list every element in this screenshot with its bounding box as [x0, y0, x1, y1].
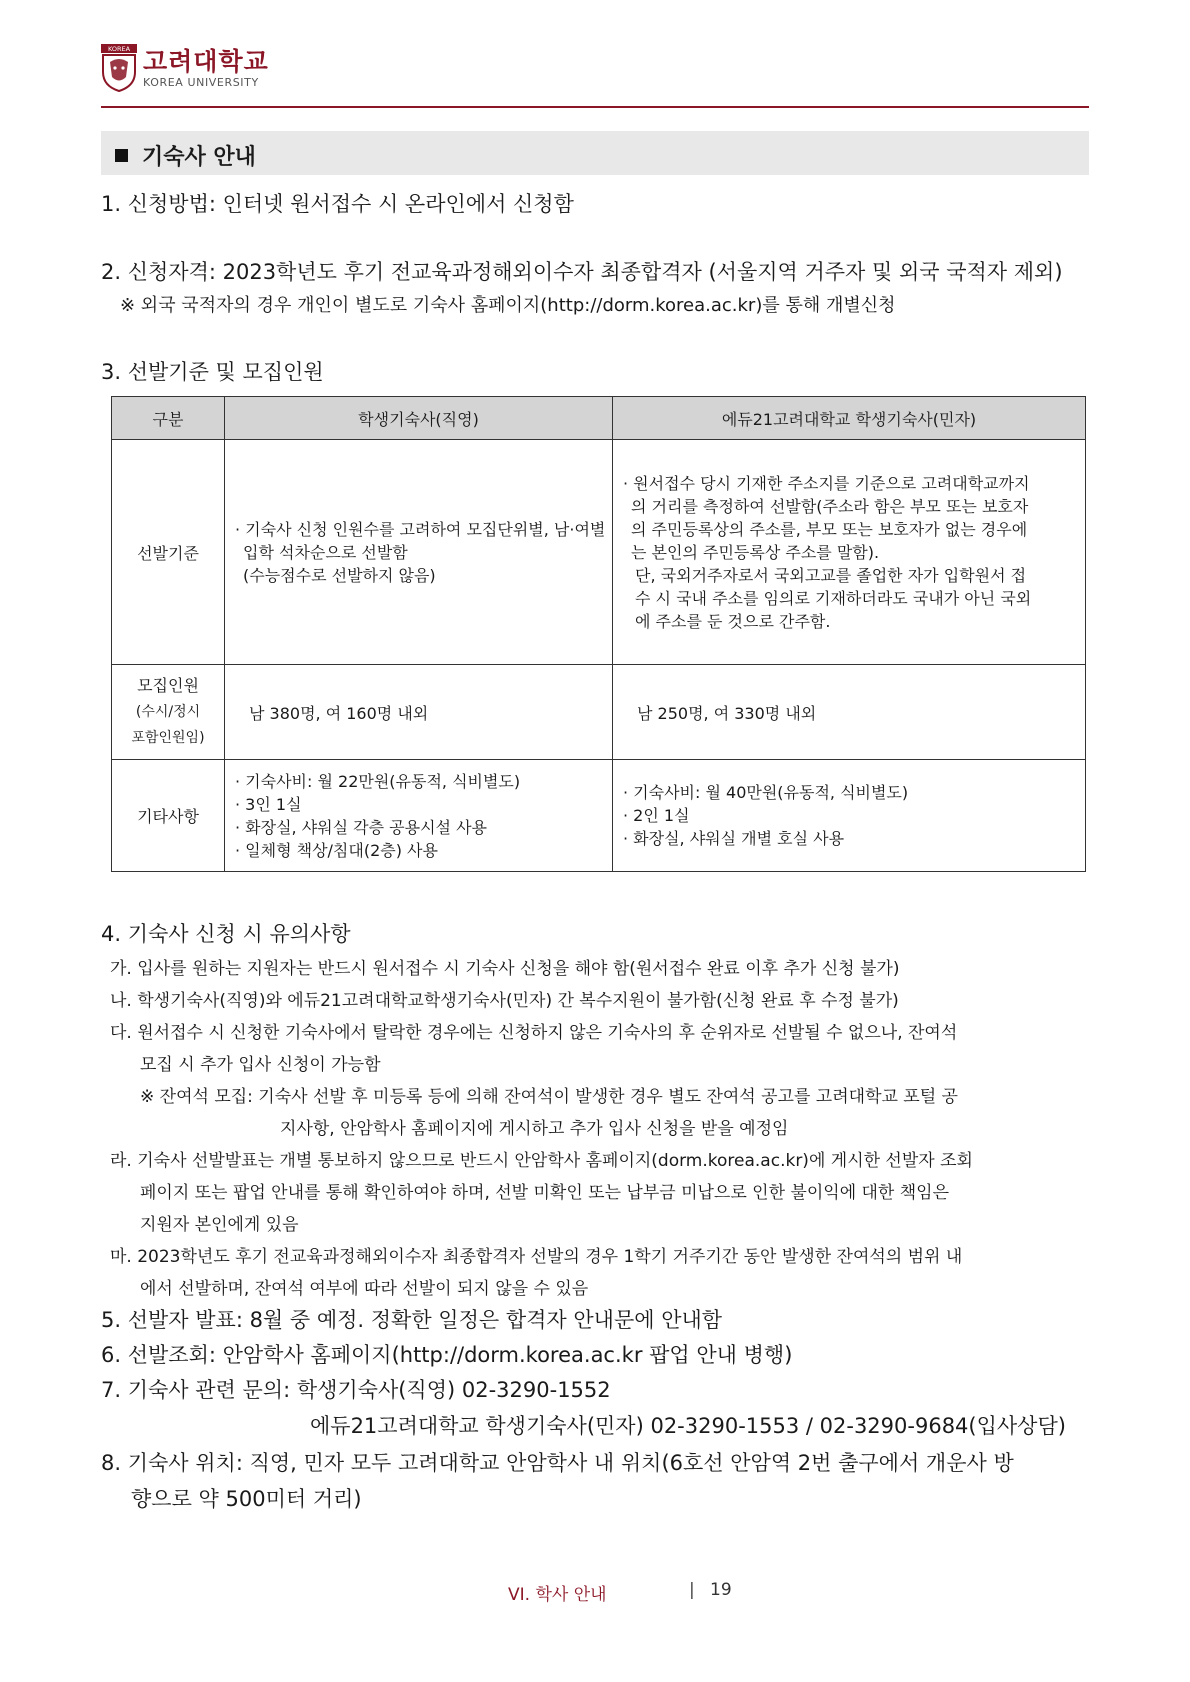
page-number: 19	[710, 1580, 732, 1600]
table-header-category: 구분	[112, 397, 225, 440]
table-header-direct-dorm: 학생기숙사(직영)	[225, 397, 613, 440]
criteria-private: · 원서접수 당시 기재한 주소지를 기준으로 고려대학교까지 의 거리를 측정하여 선발함(주소라 함은 부모 또는 보호자 의 주민등록상의 주소를, 부모 또는 보호자가 없는 경우에 는 본인의 주민등록상 주소를 말함). 단, 국외거주자로서 국외고교를 졸업한 자가 입학원서 접 수 시 국내 주소를 임의로 기재하더라도 국내가 아닌 국외 에 주소를 둔 것으로 간주함.	[613, 440, 1086, 665]
logo-english-name: KOREA UNIVERSITY	[143, 75, 259, 89]
section-title-bar	[101, 131, 1089, 175]
item-5-announcement: 5. 선발자 발표: 8월 중 예정. 정확한 일정은 합격자 안내문에 안내함	[101, 1308, 723, 1332]
footer-section-name: VI. 학사 안내	[508, 1585, 607, 1605]
item-2-note: ※ 외국 국적자의 경우 개인이 별도로 기숙사 홈페이지(http://dorm.korea.ac.kr)를 통해 개별신청	[120, 295, 896, 316]
etc-private: · 기숙사비: 월 40만원(유동적, 식비별도) · 2인 1실 · 화장실, 샤워실 개별 호실 사용	[613, 760, 1086, 872]
note-da-line2: 모집 시 추가 입사 신청이 가능함	[140, 1055, 381, 1075]
header-divider	[101, 106, 1089, 108]
note-ra-line3: 지원자 본인에게 있음	[140, 1215, 299, 1235]
table-header-row	[112, 397, 1086, 440]
row-label-quota: 모집인원 (수시/정시 포함인원임)	[112, 665, 225, 760]
item-6-inquiry-site: 6. 선발조회: 안암학사 홈페이지(http://dorm.korea.ac.kr 팝업 안내 병행)	[101, 1343, 793, 1367]
note-ra-line1: 라. 기숙사 선발발표는 개별 통보하지 않으므로 반드시 안암학사 홈페이지(dorm.korea.ac.kr)에 게시한 선발자 조회	[110, 1151, 973, 1171]
note-da-line1: 다. 원서접수 시 신청한 기숙사에서 탈락한 경우에는 신청하지 않은 기숙사의 후 순위자로 선발될 수 없으나, 잔여석	[110, 1023, 958, 1043]
item-7-contact-line2: 에듀21고려대학교 학생기숙사(민자) 02-3290-1553 / 02-3290-9684(입사상담)	[310, 1414, 1066, 1438]
svg-text:KOREA: KOREA	[107, 45, 131, 53]
etc-direct: · 기숙사비: 월 22만원(유동적, 식비별도) · 3인 1실 · 화장실, 샤워실 각층 공용시설 사용 · 일체형 책상/침대(2층) 사용	[225, 760, 613, 872]
footer-separator: |	[689, 1580, 695, 1600]
item-3-selection-quota: 3. 선발기준 및 모집인원	[101, 360, 324, 384]
table-row	[112, 440, 1086, 665]
item-4-notes-title: 4. 기숙사 신청 시 유의사항	[101, 922, 351, 946]
university-logo	[101, 44, 269, 92]
item-2-eligibility: 2. 신청자격: 2023학년도 후기 전교육과정해외이수자 최종합격자 (서울지역 거주자 및 외국 국적자 제외)	[101, 260, 1063, 284]
quota-private: 남 250명, 여 330명 내외	[613, 665, 1086, 760]
item-8-location-line1: 8. 기숙사 위치: 직영, 민자 모두 고려대학교 안암학사 내 위치(6호선 안암역 2번 출구에서 개운사 방	[101, 1451, 1014, 1475]
criteria-direct: · 기숙사 신청 인원수를 고려하여 모집단위별, 남·여별 입학 석차순으로 선발함 (수능점수로 선발하지 않음)	[225, 440, 613, 665]
quota-direct: 남 380명, 여 160명 내외	[225, 665, 613, 760]
item-7-contact-line1: 7. 기숙사 관련 문의: 학생기숙사(직영) 02-3290-1552	[101, 1378, 611, 1402]
logo-korean-name: 고려대학교	[143, 46, 269, 76]
table-header-private-dorm: 에듀21고려대학교 학생기숙사(민자)	[613, 397, 1086, 440]
university-crest-icon	[101, 44, 137, 92]
selection-table	[111, 396, 1086, 872]
item-1-application-method: 1. 신청방법: 인터넷 원서접수 시 온라인에서 신청함	[101, 192, 574, 216]
item-8-location-line2: 향으로 약 500미터 거리)	[131, 1487, 362, 1511]
note-ga: 가. 입사를 원하는 지원자는 반드시 원서접수 시 기숙사 신청을 해야 함(원서접수 완료 이후 추가 신청 불가)	[110, 959, 900, 979]
row-label-etc: 기타사항	[112, 760, 225, 872]
note-da-remark-line2: 지사항, 안암학사 홈페이지에 게시하고 추가 입사 신청을 받을 예정임	[280, 1119, 789, 1139]
note-ma-line2: 에서 선발하며, 잔여석 여부에 따라 선발이 되지 않을 수 있음	[140, 1279, 589, 1299]
table-row	[112, 760, 1086, 872]
section-title: 기숙사 안내	[115, 140, 256, 171]
square-bullet-icon	[115, 149, 128, 162]
note-ma-line1: 마. 2023학년도 후기 전교육과정해외이수자 최종합격자 선발의 경우 1학기 거주기간 동안 발생한 잔여석의 범위 내	[110, 1247, 963, 1267]
note-ra-line2: 페이지 또는 팝업 안내를 통해 확인하여야 하며, 선발 미확인 또는 납부금 미납으로 인한 불이익에 대한 책임은	[140, 1183, 950, 1203]
row-label-criteria: 선발기준	[112, 440, 225, 665]
table-row	[112, 665, 1086, 760]
note-da-remark-line1: ※ 잔여석 모집: 기숙사 선발 후 미등록 등에 의해 잔여석이 발생한 경우 별도 잔여석 공고를 고려대학교 포털 공	[140, 1087, 958, 1107]
note-na: 나. 학생기숙사(직영)와 에듀21고려대학교학생기숙사(민자) 간 복수지원이 불가함(신청 완료 후 수정 불가)	[110, 991, 899, 1011]
